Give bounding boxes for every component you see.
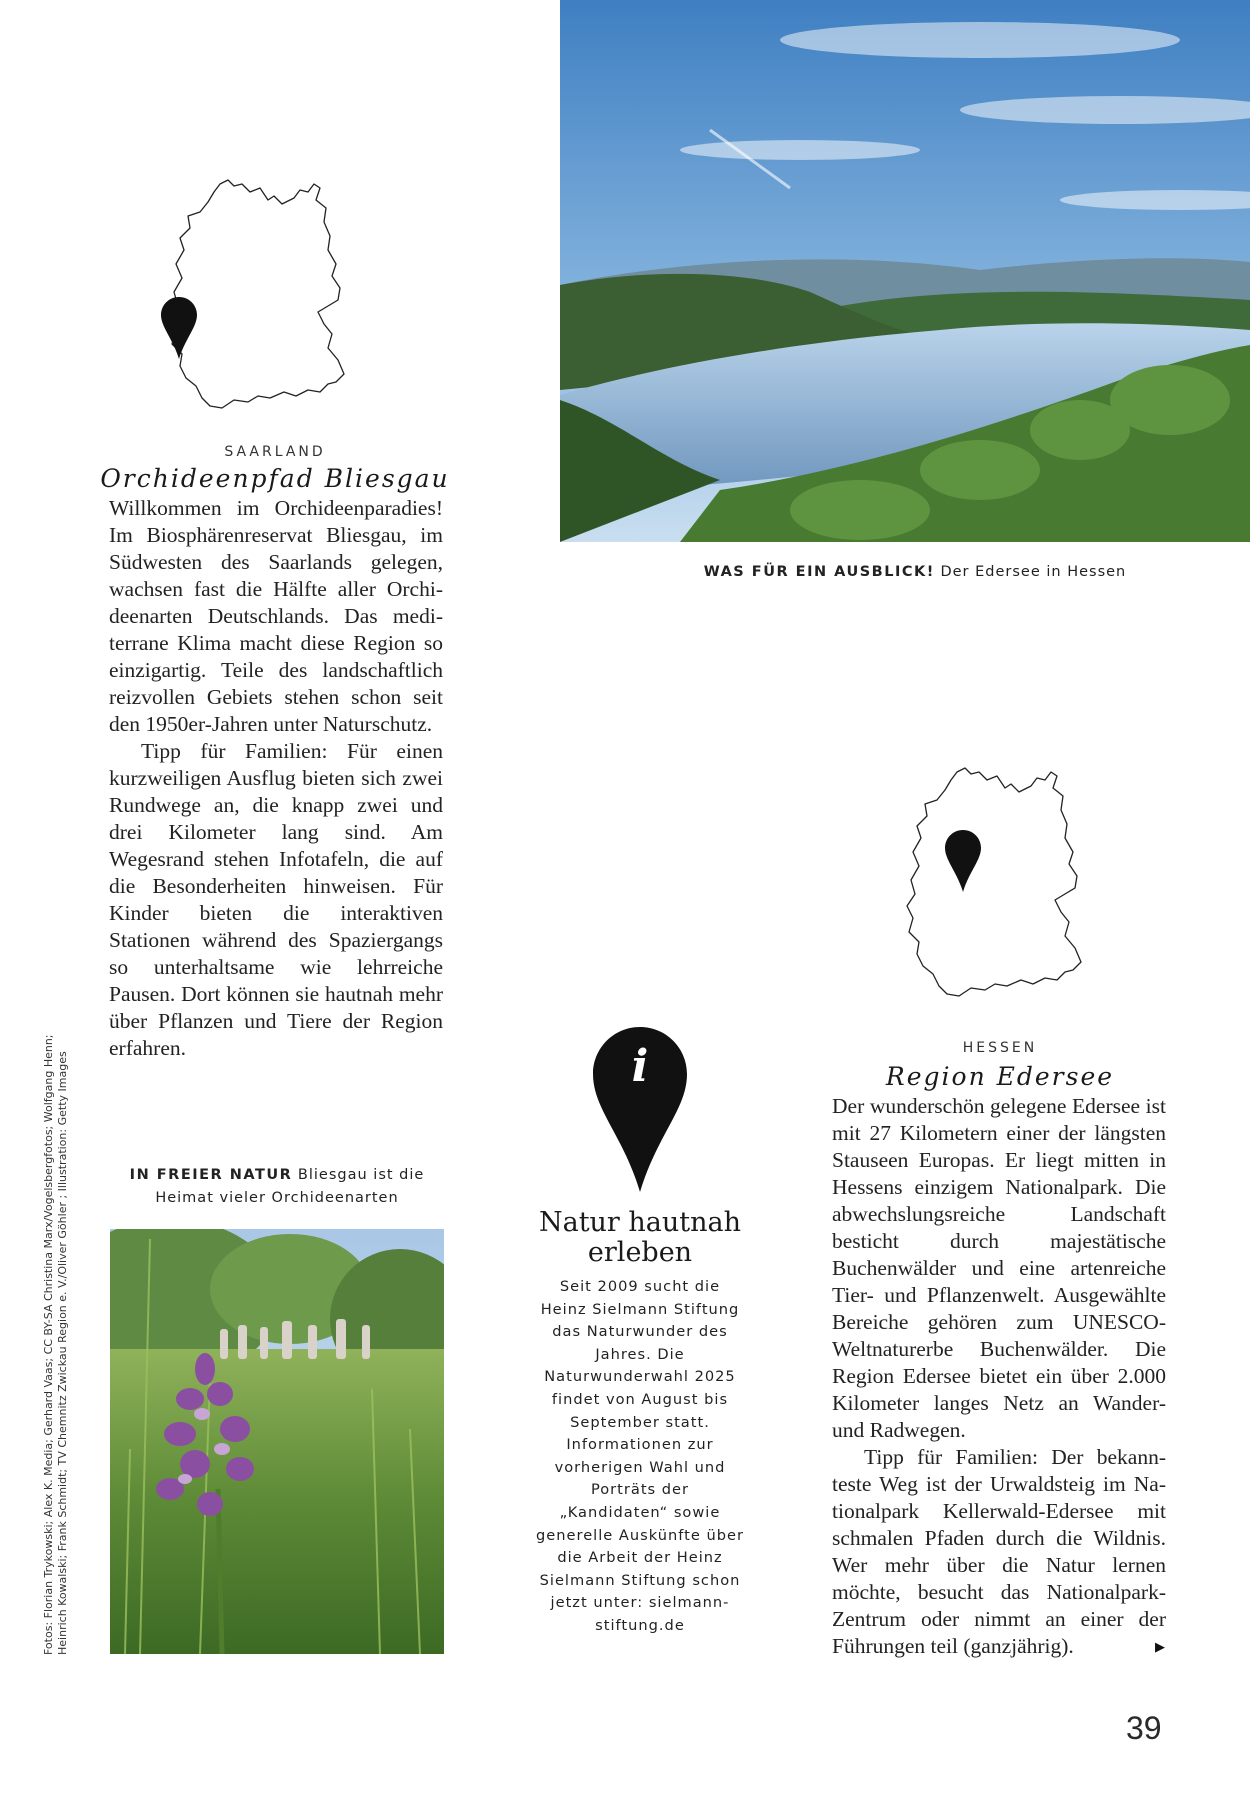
continue-arrow-icon: ▶ <box>1155 1640 1165 1655</box>
orchid-meadow-image <box>110 1229 444 1654</box>
photo-credits-line1: Fotos: Florian Trykowski; Alex K. Media; Gerhard Vaas; CC BY-SA Christina Marx/Vogelsbergfotos; Wolfgang Henn; <box>42 1034 55 1655</box>
orchid-caption-text: Bliesgau ist die Heimat vieler Orchideenarten <box>155 1167 425 1206</box>
hessen-article-text <box>832 1093 1166 1660</box>
saarland-article-text <box>109 495 443 1062</box>
page-number: 39 <box>1126 1710 1162 1746</box>
info-title: Natur hautnah erleben <box>538 1207 742 1268</box>
hessen-title: Region Edersee <box>885 1062 1115 1091</box>
germany-outline-icon <box>168 178 363 414</box>
photo-credits-line2: Heinrich Kowalski; Frank Schmidt; TV Chemnitz Zwickau Region e. V./Oliver Göhler ; Illustration: Getty Images <box>56 1051 69 1655</box>
saarland-paragraph-1: Willkommen im Orchideenparadies! Im Biosphärenreservat Bliesgau, im Südwesten des Saarlands gelegen, wachsen fast die Hälfte aller Orchideenarten Deutschlands. Das mediterrane Klima macht diese Region so einzigartig. Teile des landschaftlich reizvollen Gebiets stehen schon seit den 1950er-Jahren unter Naturschutz. <box>109 496 443 736</box>
info-pin <box>593 1027 687 1192</box>
germany-map-hessen <box>905 766 1100 1002</box>
photo-credits <box>42 1034 70 1655</box>
orchid-caption-kicker: IN FREIER NATUR <box>129 1167 293 1183</box>
edersee-caption-kicker: WAS FÜR EIN AUSBLICK! <box>703 564 935 580</box>
orchid-photo-caption <box>122 1164 432 1210</box>
saarland-paragraph-2: Tipp für Familien: Für einen kurzweiligen Ausflug bieten sich zwei Rundwege an, die knapp zwei und drei Kilometer lang sind. Am Wegesrand stehen Infotafeln, die auf die Besonderheiten hinweisen. Für Kinder bieten die interaktiven Stationen während des Spaziergangs so unterhaltsame wie lehrreiche Pausen. Dort können sie hautnah mehr über Pflanzen und Tiere der Region erfahren. <box>109 739 443 1060</box>
location-pin-icon <box>161 297 197 359</box>
edersee-photo-caption <box>620 561 1210 584</box>
edersee-caption-text: Der Edersee in Hessen <box>940 564 1127 580</box>
saarland-region-label: SAARLAND <box>224 444 326 460</box>
germany-map-saarland <box>168 178 363 414</box>
location-pin-icon <box>945 830 981 892</box>
info-text: Seit 2009 sucht die Heinz Sielmann Stiftung das Naturwunder des Jahres. Die Naturwunderwahl 2025 findet von August bis September statt. Informationen zur vorherigen Wahl und Porträts der „Kandidaten“ sowie generelle Auskünfte über die Arbeit der Heinz Sielmann Stiftung schon jetzt unter: sielmann-stiftung.de <box>536 1278 744 1634</box>
info-letter: i <box>631 1041 649 1092</box>
orchid-photo <box>110 1229 444 1654</box>
edersee-photo <box>560 0 1250 542</box>
hessen-region-label: HESSEN <box>962 1040 1038 1056</box>
hessen-paragraph-2: Tipp für Familien: Der bekannteste Weg ist der Urwaldsteig im Nationalpark Kellerwald-Edersee mit schmalen Pfaden durch die Wildnis. Wer mehr über die Natur lernen möchte, besucht das Nationalpark-Zentrum oder nimmt an einer der Führungen teil (ganzjährig). <box>832 1445 1166 1658</box>
germany-outline-icon <box>905 766 1100 1002</box>
hessen-paragraph-1: Der wunderschön gelegene Edersee ist mit 27 Kilometern einer der längsten Stauseen Europas. Er liegt mitten in Hessens einzigem Nationalpark. Die abwechslungsreiche Landschaft besticht durch majestätische Buchenwälder und eine artenreiche Tier- und Pflanzenwelt. Ausgewählte Bereiche gehören zum UNESCO-Weltnaturerbe Buchenwälder. Die Region Edersee bietet ein über 2.000 Kilometer langes Netz an Wander- und Radwegen. <box>832 1094 1166 1442</box>
edersee-landscape-image <box>560 0 1250 542</box>
saarland-title: Orchideenpfad Bliesgau <box>100 464 450 493</box>
